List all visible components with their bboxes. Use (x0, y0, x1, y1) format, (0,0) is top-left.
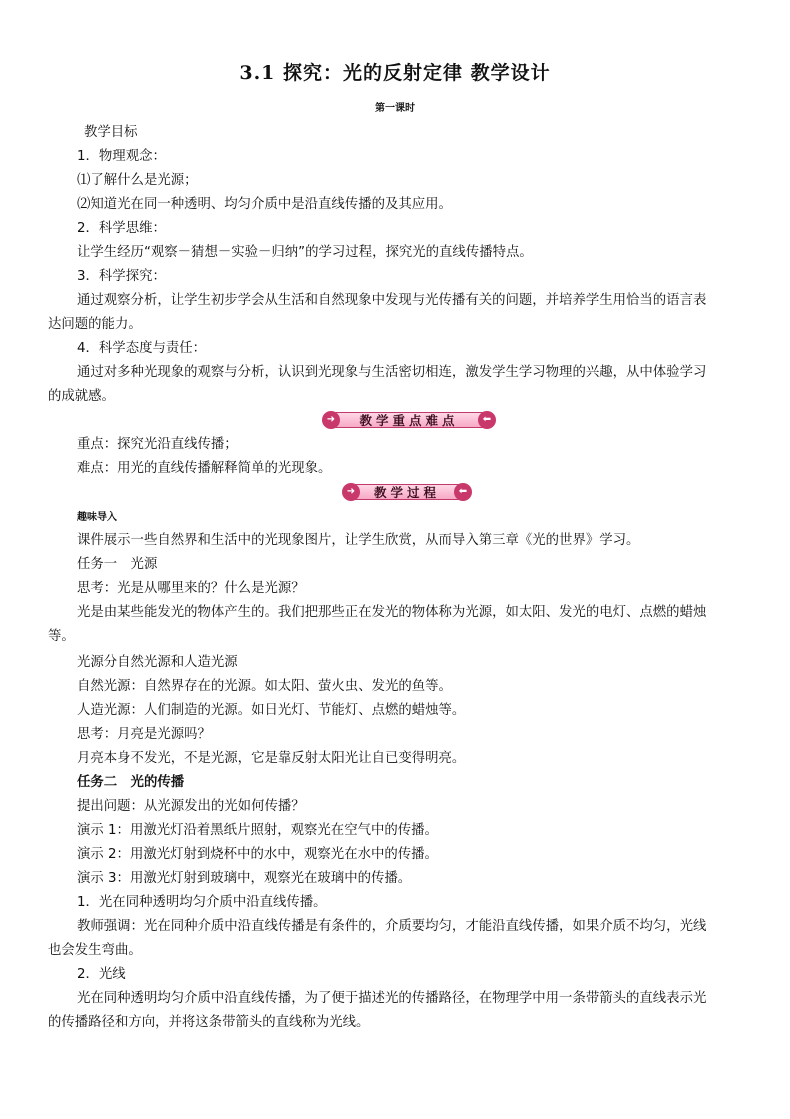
text-line: 演示 1：用激光灯沿着黑纸片照射，观察光在空气中的传播。 (77, 823, 438, 838)
text-line: 等。 (48, 629, 75, 644)
text-line: 1．光在同种透明均匀介质中沿直线传播。 (77, 895, 327, 910)
text-line: 2．光线 (77, 967, 126, 982)
text-line: 光源分自然光源和人造光源 (77, 655, 238, 670)
arrow-left-icon: ⬅ (478, 411, 496, 429)
text-line: 通过观察分析，让学生初步学会从生活和自然现象中发现与光传播有关的问题，并培养学生用恰当的语言表 (77, 293, 707, 308)
text-line: 光在同种透明均匀介质中沿直线传播，为了便于描述光的传播路径，在物理学中用一条带箭头的直线表示光 (77, 991, 707, 1006)
text-line: 思考：光是从哪里来的？什么是光源？ (77, 581, 305, 596)
banner-key-points (324, 411, 494, 429)
section-heading-intro: 趣味导入 (77, 512, 117, 523)
text-line: 的传播路径和方向，并将这条带箭头的直线称为光线。 (48, 1015, 370, 1030)
page-subtitle: 第一课时 (375, 103, 415, 114)
text-line: 1．物理观念： (77, 149, 166, 164)
page-title: 3.1 探究：光的反射定律 教学设计 (239, 62, 551, 84)
section-heading-objectives: 教学目标 (84, 125, 138, 140)
banner-label: 教学重点难点 (359, 413, 459, 428)
task-heading: 任务二 光的传播 (77, 775, 185, 790)
text-line: 教师强调：光在同种介质中沿直线传播是有条件的，介质要均匀，才能沿直线传播，如果介质不均匀，光线 (77, 919, 707, 934)
text-line: 光是由某些能发光的物体产生的。我们把那些正在发光的物体称为光源，如太阳、发光的电灯、点燃的蜡烛 (77, 605, 707, 620)
text-line: 月亮本身不发光，不是光源，它是靠反射太阳光让自已变得明亮。 (77, 751, 466, 766)
text-line: 让学生经历“观察－猜想－实验－归纳”的学习过程，探究光的直线传播特点。 (77, 245, 533, 260)
text-line: ⑴了解什么是光源； (77, 173, 198, 188)
text-line: 2．科学思维： (77, 221, 166, 236)
text-line: 课件展示一些自然界和生活中的光现象图片，让学生欣赏，从而导入第三章《光的世界》学习。 (77, 533, 640, 548)
text-line: 通过对多种光现象的观察与分析，认识到光现象与生活密切相连，激发学生学习物理的兴趣，从中体验学习 (77, 365, 707, 380)
text-line: 提出问题：从光源发出的光如何传播？ (77, 799, 305, 814)
text-line: 4．科学态度与责任： (77, 341, 207, 356)
text-line: 演示 2：用激光灯射到烧杯中的水中，观察光在水中的传播。 (77, 847, 438, 862)
text-line: 思考：月亮是光源吗？ (77, 727, 211, 742)
text-line: 达问题的能力。 (48, 317, 142, 332)
arrow-left-icon: ⬅ (454, 483, 472, 501)
banner-label: 教学过程 (373, 485, 440, 500)
banner-process (344, 483, 470, 501)
text-line: 重点：探究光沿直线传播； (77, 437, 238, 452)
text-line: 也会发生弯曲。 (48, 943, 142, 958)
text-line: 自然光源：自然界存在的光源。如太阳、萤火虫、发光的鱼等。 (77, 679, 452, 694)
arrow-right-icon: ➜ (322, 411, 340, 429)
text-line: 演示 3：用激光灯射到玻璃中，观察光在玻璃中的传播。 (77, 871, 412, 886)
arrow-right-icon: ➜ (342, 483, 360, 501)
text-line: 难点：用光的直线传播解释简单的光现象。 (77, 461, 332, 476)
task-heading: 任务一 光源 (77, 557, 158, 572)
text-line: 的成就感。 (48, 389, 115, 404)
text-line: 人造光源：人们制造的光源。如日光灯、节能灯、点燃的蜡烛等。 (77, 703, 466, 718)
text-line: 3．科学探究： (77, 269, 166, 284)
text-line: ⑵知道光在同一种透明、均匀介质中是沿直线传播的及其应用。 (77, 197, 452, 212)
